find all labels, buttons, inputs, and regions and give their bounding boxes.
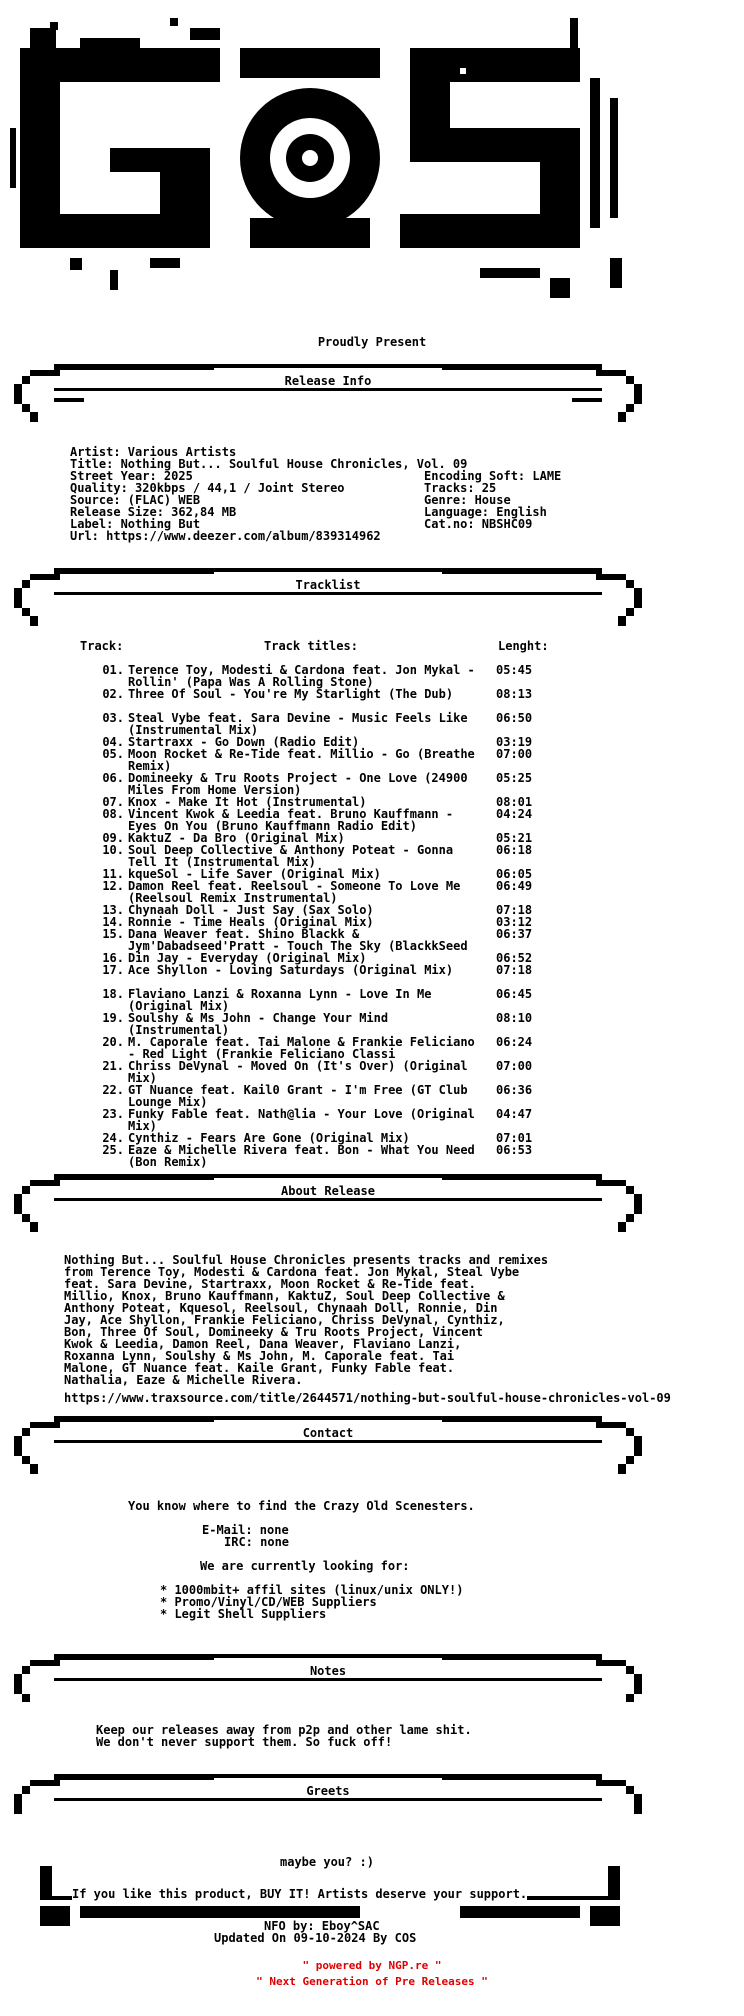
info-source: Source: (FLAC) WEB bbox=[70, 493, 201, 507]
track-number: 11. bbox=[102, 867, 124, 881]
banner-contact bbox=[14, 1414, 642, 1482]
contact-item: * Promo/Vinyl/CD/WEB Suppliers bbox=[160, 1595, 377, 1609]
about-line: Anthony Poteat, Kquesol, Reelsoul, Chynaah Doll, Ronnie, Din bbox=[64, 1301, 498, 1315]
track-title: Chriss DeVynal - Moved On (It's Over) (Original Mix) bbox=[128, 1059, 475, 1085]
info-artist: Artist: Various Artists bbox=[70, 445, 237, 459]
banner-release-info bbox=[14, 362, 642, 430]
info-url: Url: https://www.deezer.com/album/839314962 bbox=[70, 529, 381, 543]
contact-item: * Legit Shell Suppliers bbox=[160, 1607, 327, 1621]
track-length: 07:01 bbox=[496, 1131, 533, 1145]
track-title: Domineeky & Tru Roots Project - One Love (24900 Miles From Home Version) bbox=[128, 771, 475, 797]
track-number: 08. bbox=[102, 807, 124, 821]
track-title: Three Of Soul - You're My Starlight (The Dub) bbox=[128, 687, 454, 701]
track-length: 03:19 bbox=[496, 735, 533, 749]
track-number: 06. bbox=[102, 771, 124, 785]
track-number: 18. bbox=[102, 987, 124, 1001]
banner-greets bbox=[14, 1772, 642, 1840]
track-number: 17. bbox=[102, 963, 124, 977]
group-logo bbox=[10, 8, 650, 330]
track-number: 04. bbox=[102, 735, 124, 749]
track-number: 19. bbox=[102, 1011, 124, 1025]
section-title: Tracklist bbox=[295, 578, 361, 592]
track-title: KaktuZ - Da Bro (Original Mix) bbox=[128, 831, 345, 845]
section-title: Notes bbox=[309, 1664, 347, 1678]
info-language: Language: English bbox=[424, 505, 547, 519]
banner-about-release bbox=[14, 1172, 642, 1240]
track-number: 15. bbox=[102, 927, 124, 941]
section-title: Release Info bbox=[284, 374, 372, 388]
info-title: Title: Nothing But... Soulful House Chronicles, Vol. 09 bbox=[70, 457, 468, 471]
track-length: 08:13 bbox=[496, 687, 533, 701]
footer-nfo-by: NFO by: Eboy^SAC bbox=[264, 1919, 380, 1933]
notes-line: Keep our releases away from p2p and other lame shit. bbox=[96, 1723, 472, 1737]
track-length: 06:37 bbox=[496, 927, 533, 941]
track-title: Steal Vybe feat. Sara Devine - Music Feels Like (Instrumental Mix) bbox=[128, 711, 475, 737]
track-title: Damon Reel feat. Reelsoul - Someone To Love Me (Reelsoul Remix Instrumental) bbox=[128, 879, 468, 905]
info-catno: Cat.no: NBSHC09 bbox=[424, 517, 533, 531]
contact-looking: We are currently looking for: bbox=[200, 1559, 410, 1573]
contact-email: E-Mail: none bbox=[202, 1523, 289, 1537]
banner-tracklist bbox=[14, 566, 642, 634]
track-number: 20. bbox=[102, 1035, 124, 1049]
present-line: Proudly Present bbox=[317, 335, 427, 349]
track-title: Eaze & Michelle Rivera feat. Bon - What You Need (Bon Remix) bbox=[128, 1143, 483, 1169]
track-title: Funky Fable feat. Nath@lia - Your Love (Original Mix) bbox=[128, 1107, 483, 1133]
track-length: 06:45 bbox=[496, 987, 533, 1001]
contact-irc: IRC: none bbox=[224, 1535, 290, 1549]
track-number: 25. bbox=[102, 1143, 124, 1157]
track-title: Soul Deep Collective & Anthony Poteat - Gonna Tell It (Instrumental Mix) bbox=[128, 843, 461, 869]
track-title: Din Jay - Everyday (Original Mix) bbox=[128, 951, 367, 965]
section-title: Greets bbox=[306, 1784, 350, 1798]
track-number: 13. bbox=[102, 903, 124, 917]
info-tracks: Tracks: 25 bbox=[424, 481, 497, 495]
track-length: 06:24 bbox=[496, 1035, 533, 1049]
banner-frame-graphic bbox=[14, 566, 642, 634]
footer-next-gen: " Next Generation of Pre Releases " bbox=[256, 1975, 488, 1988]
track-title: Vincent Kwok & Leedia feat. Bruno Kauffmann - Eyes On You (Bruno Kauffmann Radio Edit) bbox=[128, 807, 461, 833]
track-length: 06:50 bbox=[496, 711, 533, 725]
track-length: 07:18 bbox=[496, 963, 533, 977]
banner-frame-graphic bbox=[14, 1652, 642, 1720]
track-length: 06:49 bbox=[496, 879, 533, 893]
track-length: 06:05 bbox=[496, 867, 533, 881]
track-length: 06:52 bbox=[496, 951, 533, 965]
track-number: 14. bbox=[102, 915, 124, 929]
footer-powered: " powered by NGP.re " bbox=[302, 1959, 442, 1972]
info-release-size: Release Size: 362,84 MB bbox=[70, 505, 237, 519]
notes-line: We don't never support them. So fuck off! bbox=[96, 1735, 393, 1749]
about-line: feat. Sara Devine, Startraxx, Moon Rocket & Re-Tide feat. bbox=[64, 1277, 476, 1291]
section-title: Contact bbox=[302, 1426, 354, 1440]
track-length: 04:24 bbox=[496, 807, 533, 821]
about-line: Kwok & Leedia, Damon Reel, Dana Weaver, Flaviano Lanzi, bbox=[64, 1337, 462, 1351]
section-title: About Release bbox=[281, 1184, 375, 1198]
about-line: Jay, Ace Shyllon, Frankie Feliciano, Chriss DeVynal, Cynthiz, bbox=[64, 1313, 505, 1327]
track-length: 07:18 bbox=[496, 903, 533, 917]
track-title: Ronnie - Time Heals (Original Mix) bbox=[128, 915, 374, 929]
about-line: from Terence Toy, Modesti & Cardona feat. Jon Mykal, Steal Vybe bbox=[64, 1265, 520, 1279]
about-line: Malone, GT Nuance feat. Kaile Grant, Funky Fable feat. bbox=[64, 1361, 455, 1375]
track-number: 23. bbox=[102, 1107, 124, 1121]
track-title: Knox - Make It Hot (Instrumental) bbox=[128, 795, 367, 809]
about-line: Roxanna Lynn, Soulshy & Ms John, M. Caporale feat. Tai bbox=[64, 1349, 455, 1363]
col-length-header: Lenght: bbox=[498, 639, 549, 653]
track-title: Terence Toy, Modesti & Cardona feat. Jon Mykal - Rollin' (Papa Was A Rolling Stone) bbox=[128, 663, 483, 689]
track-length: 03:12 bbox=[496, 915, 533, 929]
contact-item: * 1000mbit+ affil sites (linux/unix ONLY!) bbox=[160, 1583, 464, 1597]
track-number: 10. bbox=[102, 843, 124, 857]
track-title: Ace Shyllon - Loving Saturdays (Original Mix) bbox=[128, 963, 454, 977]
track-length: 07:00 bbox=[496, 1059, 533, 1073]
track-number: 05. bbox=[102, 747, 124, 761]
track-length: 05:21 bbox=[496, 831, 533, 845]
col-track-header: Track: bbox=[80, 639, 124, 653]
banner-notes bbox=[14, 1652, 642, 1720]
track-title: M. Caporale feat. Tai Malone & Frankie Feliciano - Red Light (Frankie Feliciano Classi bbox=[128, 1035, 483, 1061]
track-number: 02. bbox=[102, 687, 124, 701]
track-number: 01. bbox=[102, 663, 124, 677]
footer-updated: Updated On 09-10-2024 By COS bbox=[214, 1931, 417, 1945]
track-title: Dana Weaver feat. Shino Blackk & Jym'Dabadseed'Pratt - Touch The Sky (BlackkSeed bbox=[128, 927, 468, 953]
track-title: Startraxx - Go Down (Radio Edit) bbox=[128, 735, 360, 749]
track-title: Flaviano Lanzi & Roxanna Lynn - Love In Me (Original Mix) bbox=[128, 987, 439, 1013]
greets-support: If you like this product, BUY IT! Artists deserve your support. bbox=[72, 1887, 528, 1901]
track-title: kqueSol - Life Saver (Original Mix) bbox=[128, 867, 381, 881]
about-line: Nothing But... Soulful House Chronicles presents tracks and remixes bbox=[64, 1253, 549, 1267]
about-line: Millio, Knox, Bruno Kauffmann, KaktuZ, Soul Deep Collective & bbox=[64, 1289, 505, 1303]
track-number: 21. bbox=[102, 1059, 124, 1073]
track-title: Moon Rocket & Re-Tide feat. Millio - Go (Breathe Remix) bbox=[128, 747, 483, 773]
track-title: GT Nuance feat. Kail0 Grant - I'm Free (GT Club Lounge Mix) bbox=[128, 1083, 475, 1109]
track-length: 06:36 bbox=[496, 1083, 533, 1097]
contact-line: You know where to find the Crazy Old Scenesters. bbox=[128, 1499, 475, 1513]
info-genre: Genre: House bbox=[424, 493, 511, 507]
track-number: 22. bbox=[102, 1083, 124, 1097]
track-length: 08:01 bbox=[496, 795, 533, 809]
info-encoding-soft: Encoding Soft: LAME bbox=[424, 469, 562, 483]
track-title: Soulshy & Ms John - Change Your Mind (Instrumental) bbox=[128, 1011, 396, 1037]
banner-frame-graphic bbox=[14, 1772, 642, 1840]
banner-frame-graphic bbox=[14, 362, 642, 430]
track-number: 12. bbox=[102, 879, 124, 893]
banner-frame-graphic bbox=[14, 1414, 642, 1482]
about-line: Bon, Three Of Soul, Domineeky & Tru Roots Project, Vincent bbox=[64, 1325, 484, 1339]
track-number: 03. bbox=[102, 711, 124, 725]
track-number: 24. bbox=[102, 1131, 124, 1145]
track-length: 05:25 bbox=[496, 771, 533, 785]
about-line: Nathalia, Eaze & Michelle Rivera. bbox=[64, 1373, 303, 1387]
track-length: 06:18 bbox=[496, 843, 533, 857]
track-length: 06:53 bbox=[496, 1143, 533, 1157]
track-number: 09. bbox=[102, 831, 124, 845]
track-length: 08:10 bbox=[496, 1011, 533, 1025]
info-street-year: Street Year: 2025 bbox=[70, 469, 193, 483]
track-length: 07:00 bbox=[496, 747, 533, 761]
track-number: 16. bbox=[102, 951, 124, 965]
track-title: Cynthiz - Fears Are Gone (Original Mix) bbox=[128, 1131, 410, 1145]
track-number: 07. bbox=[102, 795, 124, 809]
track-length: 05:45 bbox=[496, 663, 533, 677]
info-label: Label: Nothing But bbox=[70, 517, 201, 531]
info-quality: Quality: 320kbps / 44,1 / Joint Stereo bbox=[70, 481, 345, 495]
col-titles-header: Track titles: bbox=[264, 639, 358, 653]
banner-frame-graphic bbox=[14, 1172, 642, 1240]
track-title: Chynaah Doll - Just Say (Sax Solo) bbox=[128, 903, 374, 917]
track-length: 04:47 bbox=[496, 1107, 533, 1121]
greets-line: maybe you? :) bbox=[280, 1855, 374, 1869]
about-url[interactable]: https://www.traxsource.com/title/2644571/nothing-but-soulful-house-chronicles-vol-09 bbox=[64, 1391, 671, 1405]
